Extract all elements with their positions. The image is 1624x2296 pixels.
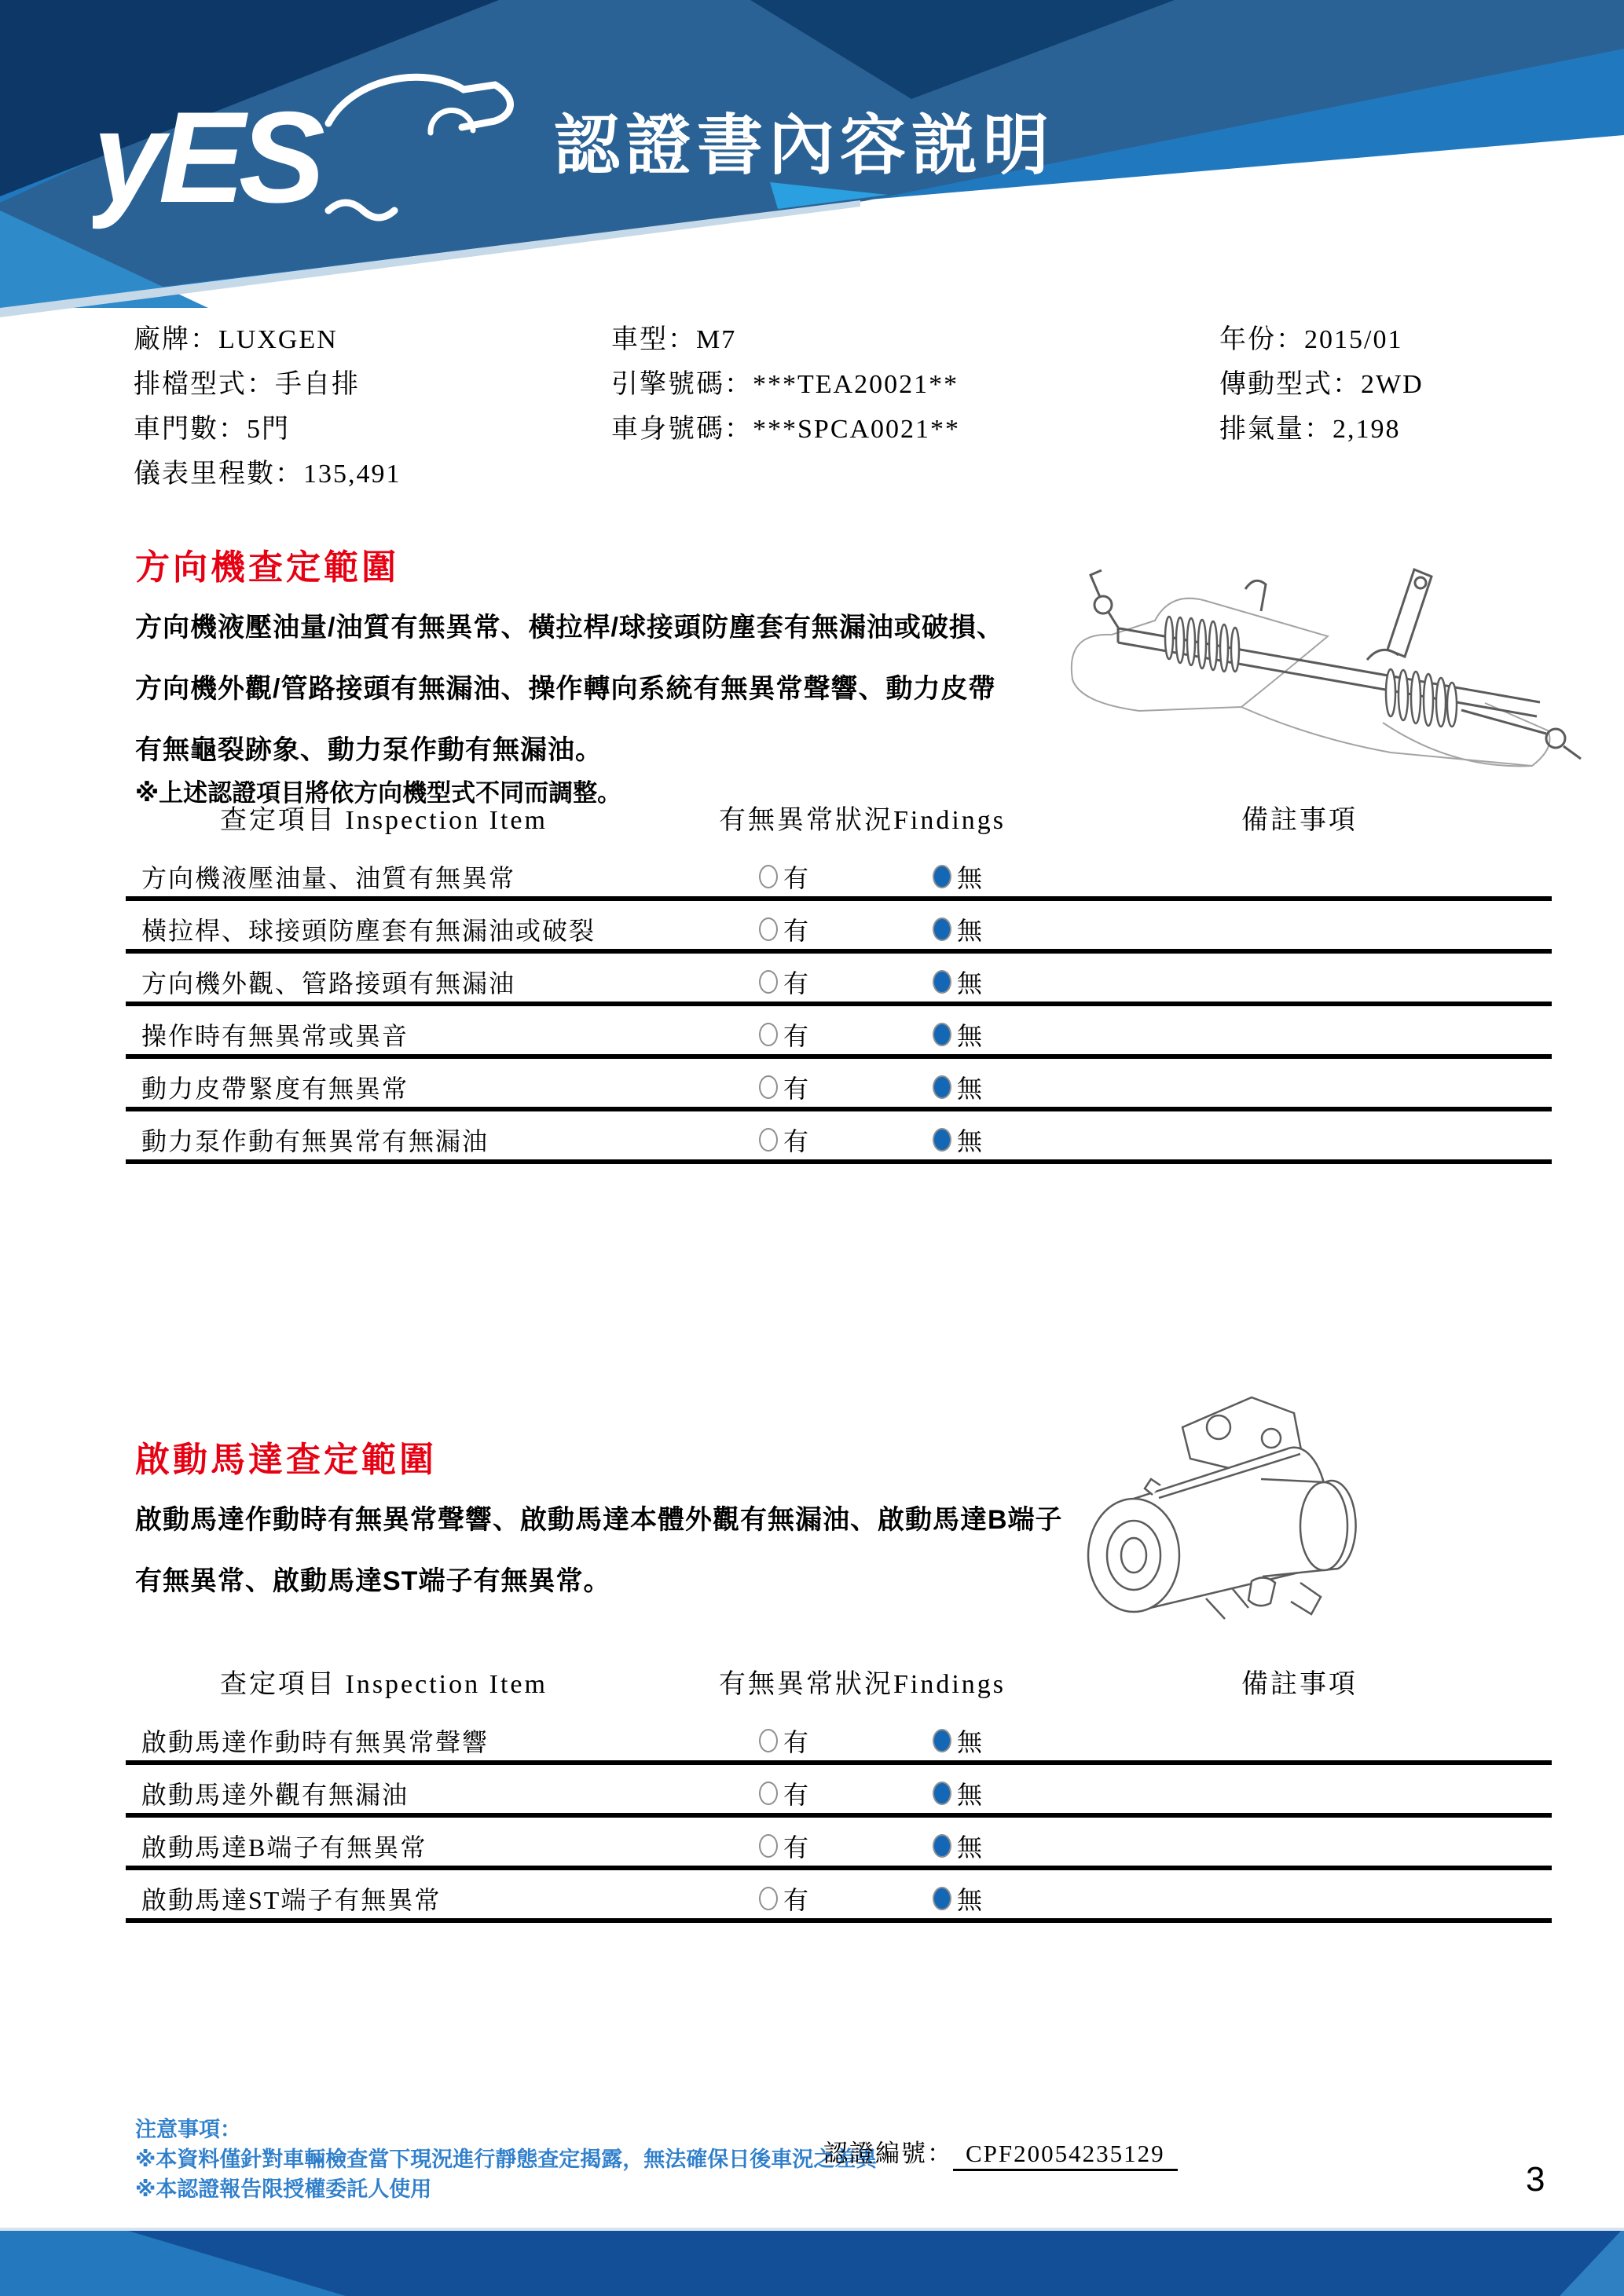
table-row: 啟動馬達ST端子有無異常 有 無	[126, 1870, 1552, 1923]
footer-band	[0, 2228, 1624, 2296]
info-engine-no: 引擎號碼：***TEA20021**	[611, 370, 959, 399]
info-drivetrain: 傳動型式：2WD	[1219, 370, 1424, 399]
certificate-number-value: CPF20054235129	[953, 2140, 1178, 2171]
section-steering-title: 方向機查定範圍	[135, 548, 399, 587]
radio-no-label: 無	[957, 917, 983, 945]
certificate-number-line	[823, 2133, 1178, 2169]
table-row: 橫拉桿、球接頭防塵套有無漏油或破裂 有 無	[126, 901, 1552, 954]
radio-yes-label: 有	[783, 1886, 809, 1914]
radio-no-label: 無	[957, 1127, 983, 1155]
col-header-finding: 有無異常狀況Findings	[719, 806, 1006, 835]
radio-no-icon-selected	[933, 1075, 951, 1099]
section-starter-description: 啟動馬達作動時有無異常聲響、啟動馬達本體外觀有無漏油、啟動馬達B端子 有無異常、啟動馬達ST端子有無異常。	[135, 1505, 1063, 1596]
radio-no-label: 無	[957, 864, 983, 892]
radio-no-icon-selected	[933, 865, 951, 888]
vehicle-info-col2	[611, 317, 960, 452]
radio-yes-icon	[759, 1782, 778, 1805]
radio-no-icon-selected	[933, 970, 951, 994]
notice-line: ※本資料僅針對車輛檢查當下現況進行靜態查定揭露，無法確保日後車況之差異	[135, 2148, 878, 2171]
col-header-remark: 備註事項	[1241, 1670, 1358, 1699]
info-vin: 車身號碼：***SPCA0021**	[611, 415, 961, 444]
table-header-row	[126, 798, 1552, 848]
radio-no-icon-selected	[933, 1887, 951, 1910]
radio-yes-label: 有	[783, 917, 809, 945]
page-number: 3	[1526, 2160, 1545, 2199]
yes-logo-text: yES	[93, 85, 319, 229]
radio-no-label: 無	[957, 1022, 983, 1050]
info-gearbox: 排檔型式：手自排	[134, 370, 360, 399]
col-header-item: 查定項目 Inspection Item	[220, 806, 548, 835]
radio-yes-icon	[759, 917, 778, 941]
radio-no-icon-selected	[933, 1023, 951, 1046]
section-starter-title: 啟動馬達查定範圍	[135, 1441, 437, 1479]
info-year: 年份：2015/01	[1219, 325, 1403, 354]
table-row: 啟動馬達B端子有無異常 有 無	[126, 1818, 1552, 1870]
steering-rack-illustration	[1045, 542, 1619, 778]
yes-logo	[93, 57, 596, 245]
radio-yes-label: 有	[783, 1022, 809, 1050]
radio-no-label: 無	[957, 1833, 983, 1862]
notice-line: ※本認證報告限授權委託人使用	[135, 2177, 432, 2201]
footer-notice	[135, 2115, 877, 2204]
table-row: 動力皮帶緊度有無異常 有 無	[126, 1059, 1552, 1111]
col-header-finding: 有無異常狀況Findings	[719, 1670, 1006, 1699]
notice-title: 注意事項：	[135, 2118, 241, 2141]
radio-yes-icon	[759, 1834, 778, 1858]
page-title: 認證書內容説明	[554, 108, 1055, 182]
radio-no-label: 無	[957, 1728, 983, 1756]
info-model: 車型：M7	[611, 325, 737, 354]
col-header-item: 查定項目 Inspection Item	[220, 1670, 548, 1699]
certificate-number-label: 認證編號：	[823, 2140, 953, 2167]
radio-no-icon-selected	[933, 1128, 951, 1152]
radio-yes-label: 有	[783, 1728, 809, 1756]
radio-yes-label: 有	[783, 1075, 809, 1103]
vehicle-info-col1	[134, 317, 401, 496]
radio-yes-icon	[759, 1075, 778, 1099]
starter-motor-illustration	[1065, 1379, 1410, 1642]
radio-yes-label: 有	[783, 1127, 809, 1155]
radio-yes-label: 有	[783, 864, 809, 892]
radio-no-icon-selected	[933, 1782, 951, 1805]
info-mileage: 儀表里程數：135,491	[134, 460, 401, 489]
car-outline-icon	[328, 77, 511, 218]
radio-no-label: 無	[957, 969, 983, 998]
radio-no-label: 無	[957, 1886, 983, 1914]
radio-yes-label: 有	[783, 969, 809, 998]
radio-yes-icon	[759, 865, 778, 888]
table-row: 操作時有無異常或異音 有 無	[126, 1006, 1552, 1059]
radio-no-icon-selected	[933, 917, 951, 941]
radio-yes-icon	[759, 1128, 778, 1152]
radio-no-icon-selected	[933, 1729, 951, 1752]
table-header-row	[126, 1662, 1552, 1712]
info-doors: 車門數：5門	[134, 415, 290, 444]
radio-yes-label: 有	[783, 1833, 809, 1862]
table-row: 動力泵作動有無異常有無漏油 有 無	[126, 1111, 1552, 1164]
radio-yes-label: 有	[783, 1781, 809, 1809]
radio-yes-icon	[759, 1729, 778, 1752]
info-displacement: 排氣量：2,198	[1219, 415, 1401, 444]
radio-yes-icon	[759, 970, 778, 994]
info-brand: 廠牌：LUXGEN	[134, 325, 338, 354]
vehicle-info-col3	[1219, 317, 1424, 452]
radio-no-label: 無	[957, 1781, 983, 1809]
radio-no-icon-selected	[933, 1834, 951, 1858]
table-row: 方向機外觀、管路接頭有無漏油 有 無	[126, 954, 1552, 1006]
section-steering-description: 方向機液壓油量/油質有無異常、橫拉桿/球接頭防塵套有無漏油或破損、 方向機外觀/管路接頭有無漏油、操作轉向系統有無異常聲響、動力皮帶 有無龜裂跡象、動力泵作動有無漏油。	[135, 613, 1004, 765]
radio-yes-icon	[759, 1887, 778, 1910]
table-row: 啟動馬達作動時有無異常聲響 有 無	[126, 1712, 1552, 1765]
radio-yes-icon	[759, 1023, 778, 1046]
table-row: 方向機液壓油量、油質有無異常 有 無	[126, 848, 1552, 901]
section-steering-note: ※上述認證項目將依方向機型式不同而調整。	[135, 779, 622, 807]
col-header-remark: 備註事項	[1241, 806, 1358, 835]
radio-no-label: 無	[957, 1075, 983, 1103]
table-row: 啟動馬達外觀有無漏油 有 無	[126, 1765, 1552, 1818]
